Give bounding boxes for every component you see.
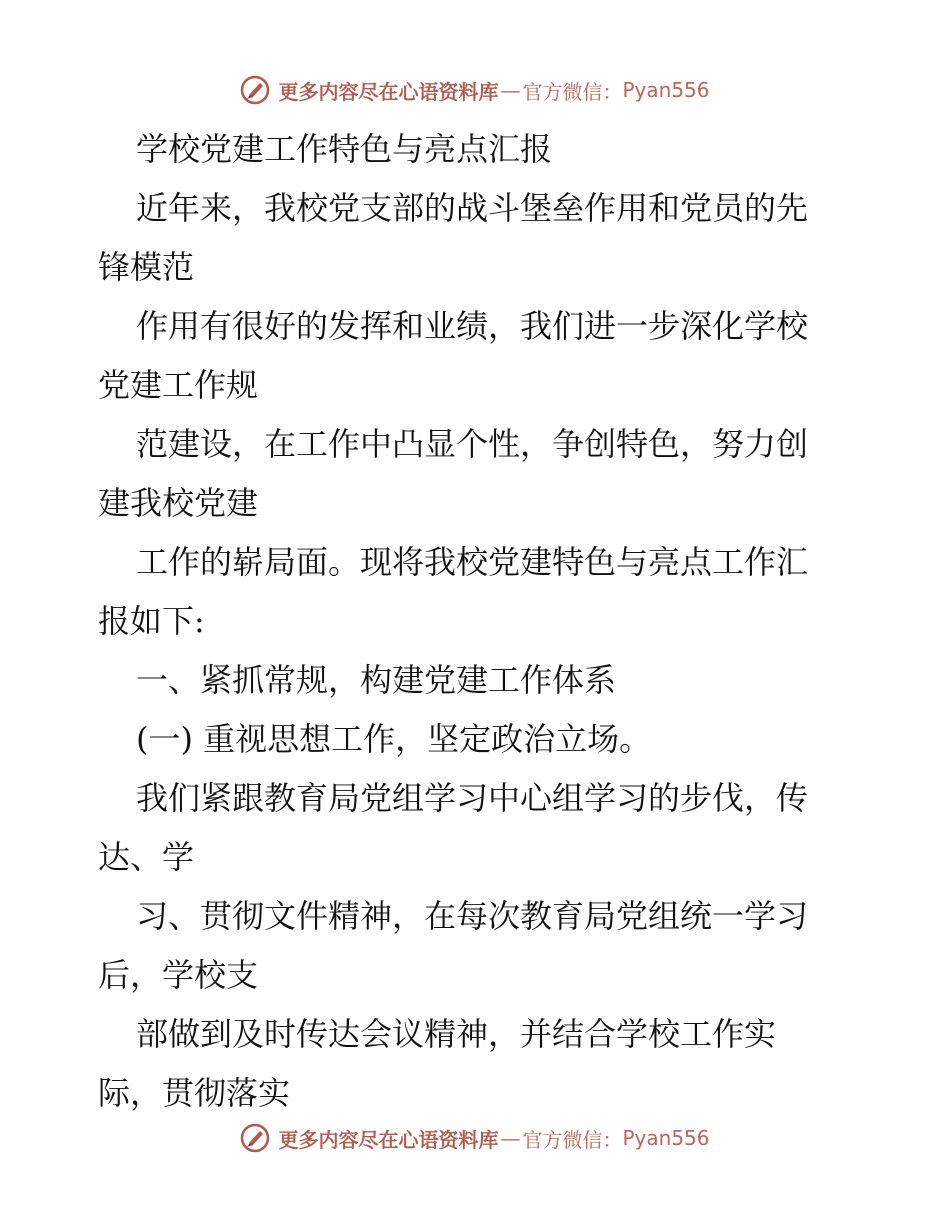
watermark-wechat-id: Pyan556 [622, 78, 710, 102]
paragraph-line: 后，学校支 [98, 956, 259, 994]
paragraph-line: 作用有很好的发挥和业绩，我们进一步深化学校 [136, 307, 809, 345]
paragraph-line: 部做到及时传达会议精神，并结合学校工作实 [136, 1015, 777, 1053]
paragraph-line: 达、学 [98, 838, 195, 876]
watermark-wechat-label: 官方微信： [522, 1127, 623, 1152]
paragraph-line: 近年来，我校党支部的战斗堡垒作用和党员的先 [136, 189, 809, 227]
section-heading: 一、紧抓常规，构建党建工作体系 [136, 661, 617, 699]
watermark-dash: — [500, 1126, 521, 1150]
paragraph-line: 我们紧跟教育局党组学习中心组学习的步伐，传 [136, 779, 809, 817]
paragraph-line: 际，贯彻落实 [98, 1074, 291, 1112]
document-body [98, 120, 858, 1123]
footer-watermark [0, 1118, 950, 1158]
watermark-dash: — [500, 78, 521, 102]
paragraph-line: 建我校党建 [98, 484, 259, 522]
watermark-brand: 更多内容尽在心语资料库 [278, 1127, 499, 1152]
watermark-wechat-id: Pyan556 [622, 1126, 710, 1150]
subsection-heading: (一) 重视思想工作，坚定政治立场。 [136, 720, 652, 758]
paragraph-line: 范建设，在工作中凸显个性，争创特色，努力创 [136, 425, 809, 463]
paragraph-line: 锋模范 [98, 248, 195, 286]
paragraph-line: 党建工作规 [98, 366, 259, 404]
paragraph-line: 报如下: [98, 602, 205, 640]
header-watermark [0, 70, 950, 110]
brand-logo-icon [240, 75, 270, 105]
watermark-wechat-label: 官方微信： [522, 79, 623, 104]
paragraph-line: 工作的崭局面。现将我校党建特色与亮点工作汇 [136, 543, 809, 581]
document-title: 学校党建工作特色与亮点汇报 [136, 130, 553, 168]
brand-logo-icon [240, 1123, 270, 1153]
paragraph-line: 习、贯彻文件精神，在每次教育局党组统一学习 [136, 897, 809, 935]
watermark-brand: 更多内容尽在心语资料库 [278, 79, 499, 104]
